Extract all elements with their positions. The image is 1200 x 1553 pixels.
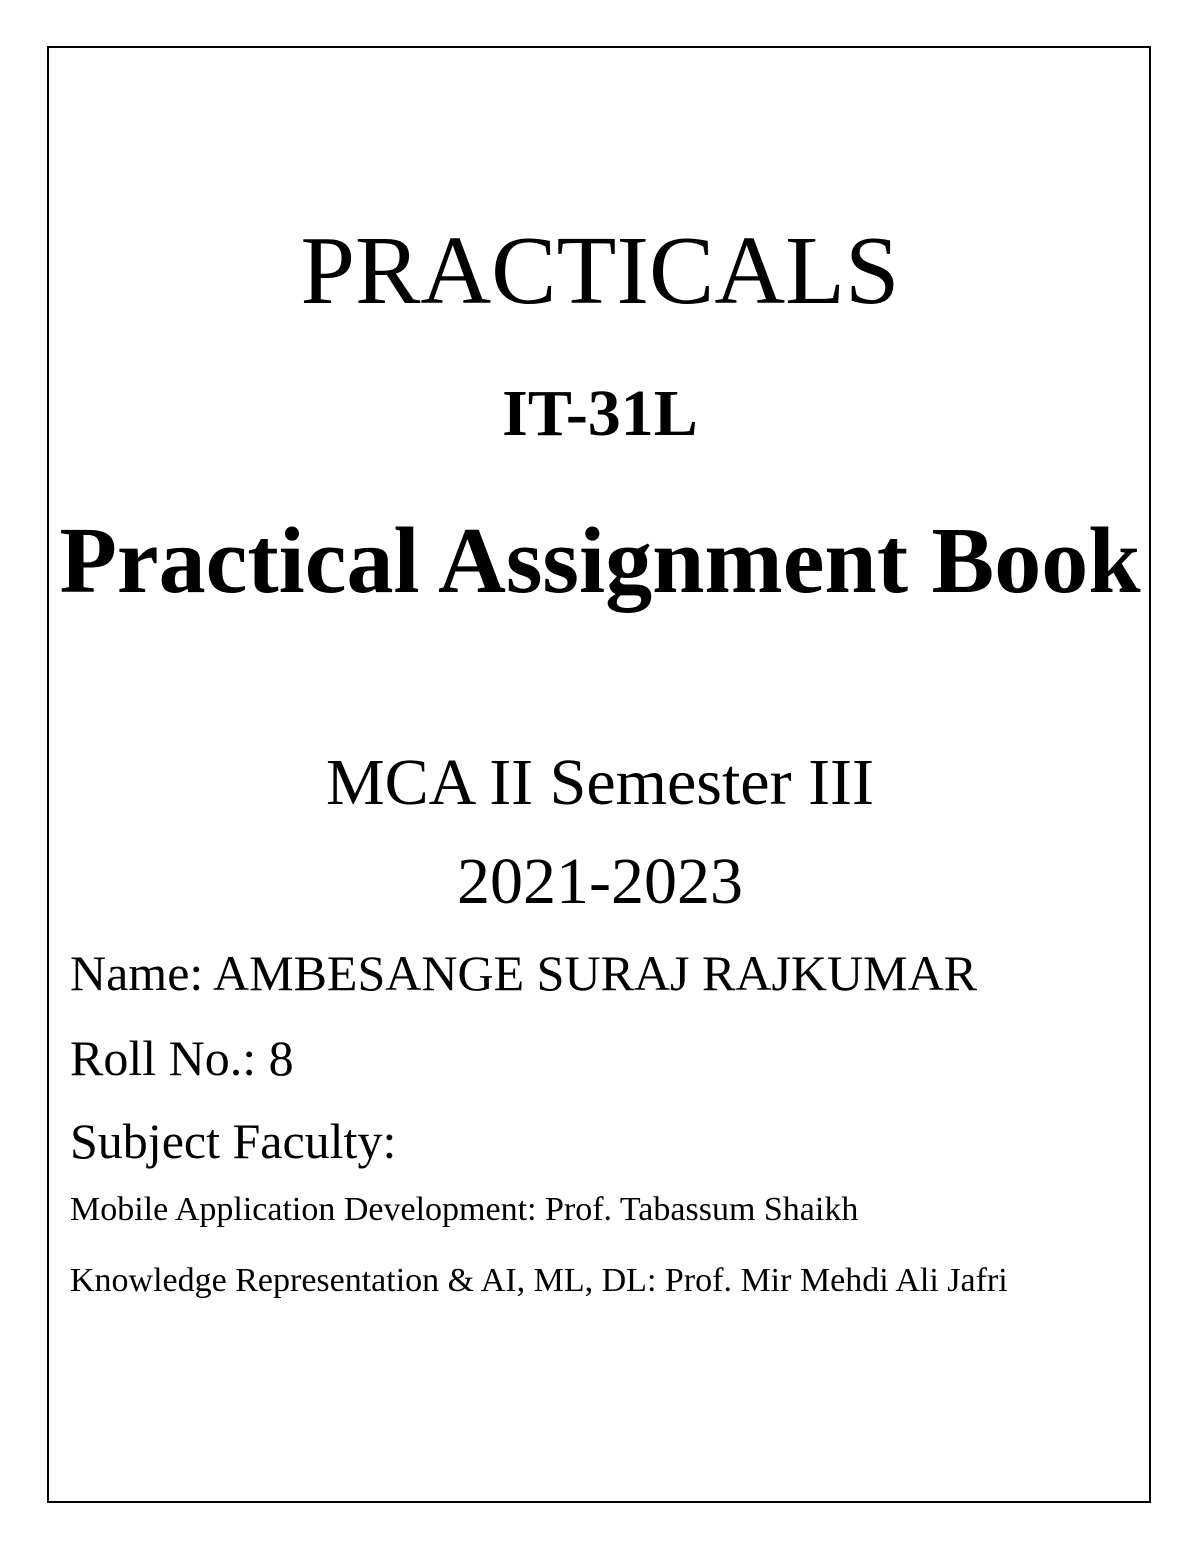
- course-code: IT-31L: [502, 377, 698, 450]
- faculty-item: Mobile Application Development: Prof. Tabassum Shaikh: [70, 1191, 859, 1228]
- subject-faculty-label: Subject Faculty:: [70, 1113, 397, 1169]
- roll-number-line: Roll No.: 8: [70, 1030, 294, 1086]
- faculty-item: Knowledge Representation & AI, ML, DL: Prof. Mir Mehdi Ali Jafri: [70, 1262, 1008, 1299]
- cover-heading: PRACTICALS: [300, 217, 900, 325]
- book-title: Practical Assignment Book: [59, 509, 1141, 613]
- student-name-line: Name: AMBESANGE SURAJ RAJKUMAR: [70, 945, 978, 1001]
- academic-year: 2021-2023: [457, 845, 743, 918]
- semester-line: MCA II Semester III: [325, 746, 875, 819]
